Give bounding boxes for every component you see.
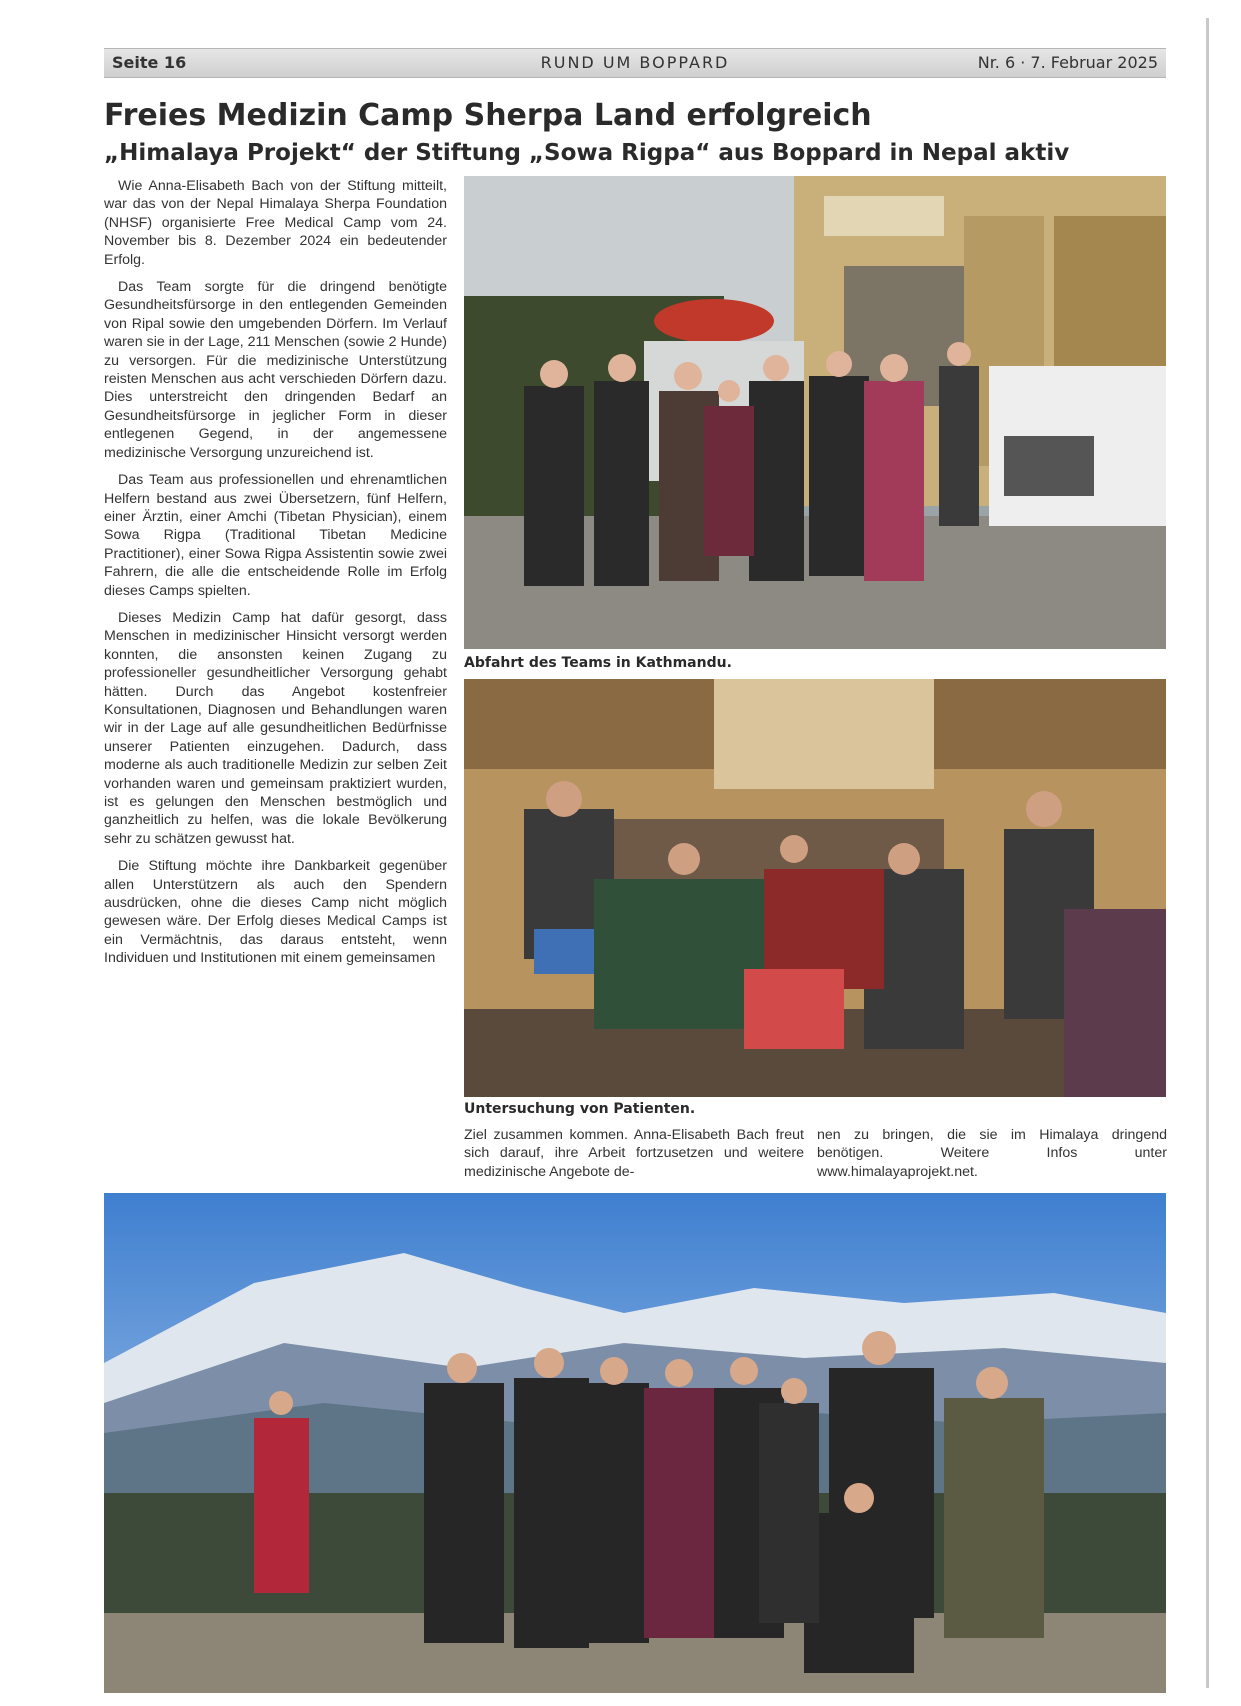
article-column-right (817, 1126, 1167, 1190)
paragraph: nen zu bringen, die sie im Himalaya dringend benötigen. Weitere Infos unter www.himalayaprojekt.net. (817, 1127, 1167, 1180)
newspaper-name: RUND UM BOPPARD (540, 53, 730, 72)
paragraph: Das Team aus professionellen und ehrenamtlichen Helfern bestand aus zwei Übersetzern, fünf Helfern, einer Ärztin, einer Amchi (Tibetan Physician), einem Sowa Rigpa (Traditional Tibetan Medicine Practitioner), einer Sowa Rigpa Assistentin sowie zwei Fahrern, die alle die entscheidende Rolle im Erfolg dieses Camps spielten. (104, 472, 447, 599)
article-column-middle (464, 1126, 804, 1190)
paragraph: Ziel zusammen kommen. Anna-Elisabeth Bach freut sich darauf, ihre Arbeit fortzusetzen und weitere medizinische Angebote de- (464, 1127, 804, 1180)
issue-date: Nr. 6 · 7. Februar 2025 (977, 53, 1158, 72)
caption-photo2: Untersuchung von Patienten. (464, 1101, 696, 1117)
paragraph: Wie Anna-Elisabeth Bach von der Stiftung mitteilt, war das von der Nepal Himalaya Sherpa Foundation (NHSF) organisierte Free Medical Camp vom 24. November bis 8. Dezember 2024 ein bedeutender Erfolg. (104, 178, 447, 268)
article-column-left (104, 177, 447, 977)
photo-team-departure (464, 176, 1166, 649)
headline: Freies Medizin Camp Sherpa Land erfolgreich (104, 98, 872, 133)
paragraph: Dieses Medizin Camp hat dafür gesorgt, dass Menschen in medizinischer Hinsicht versorgt werden konnten, die ansonsten keinen Zugang zu professioneller gesundheitlicher Versorgung gehabt hätten. Durch das Angebot kostenfreier Konsultationen, Diagnosen und Behandlungen waren wir in der Lage auf alle gesundheitlichen Bedürfnisse unserer Patienten einzugehen. Dadurch, dass moderne als auch traditionelle Medizin zur selben Zeit vorhanden waren und gemeinsam praktiziert wurden, ist es gelungen den Menschen bestmöglich und ganzheitlich zu helfen, was die lokale Bevölkerung sehr zu schätzen gewusst hat. (104, 609, 447, 847)
paragraph: Die Stiftung möchte ihre Dankbarkeit gegenüber allen Unterstützern als auch den Spendern ausdrücken, ohne die dieses Camp nicht möglich gewesen wäre. Der Erfolg dieses Medical Camps ist ein Vermächtnis, das daraus entsteht, wenn Individuen und Institutionen mit einem gemeinsamen (104, 858, 447, 967)
photo-group-himalaya (104, 1193, 1166, 1693)
caption-photo1: Abfahrt des Teams in Kathmandu. (464, 655, 732, 671)
page-header (104, 48, 1166, 78)
photo-patient-examination (464, 679, 1166, 1097)
page-edge (1206, 18, 1209, 1688)
page-number: Seite 16 (112, 53, 187, 72)
paragraph: Das Team sorgte für die dringend benötigte Gesundheitsfürsorge in den entlegenden Gemeinden von Ripal sowie den umgebenden Dörfern. Im Verlauf waren sie in der Lage, 211 Menschen (sowie 2 Hunde) zu versorgen. Für die medizinische Unterstützung reisten Menschen aus acht verschieden Dörfern dazu. Dies unterstreicht den dringenden Bedarf an Gesundheitsfürsorge in jeglicher Form in dieser entlegenen Gegend, in der angemessene medizinische Versorgung unzureichend ist. (104, 279, 447, 461)
subheadline: „Himalaya Projekt“ der Stiftung „Sowa Rigpa“ aus Boppard in Nepal aktiv (104, 140, 1070, 166)
